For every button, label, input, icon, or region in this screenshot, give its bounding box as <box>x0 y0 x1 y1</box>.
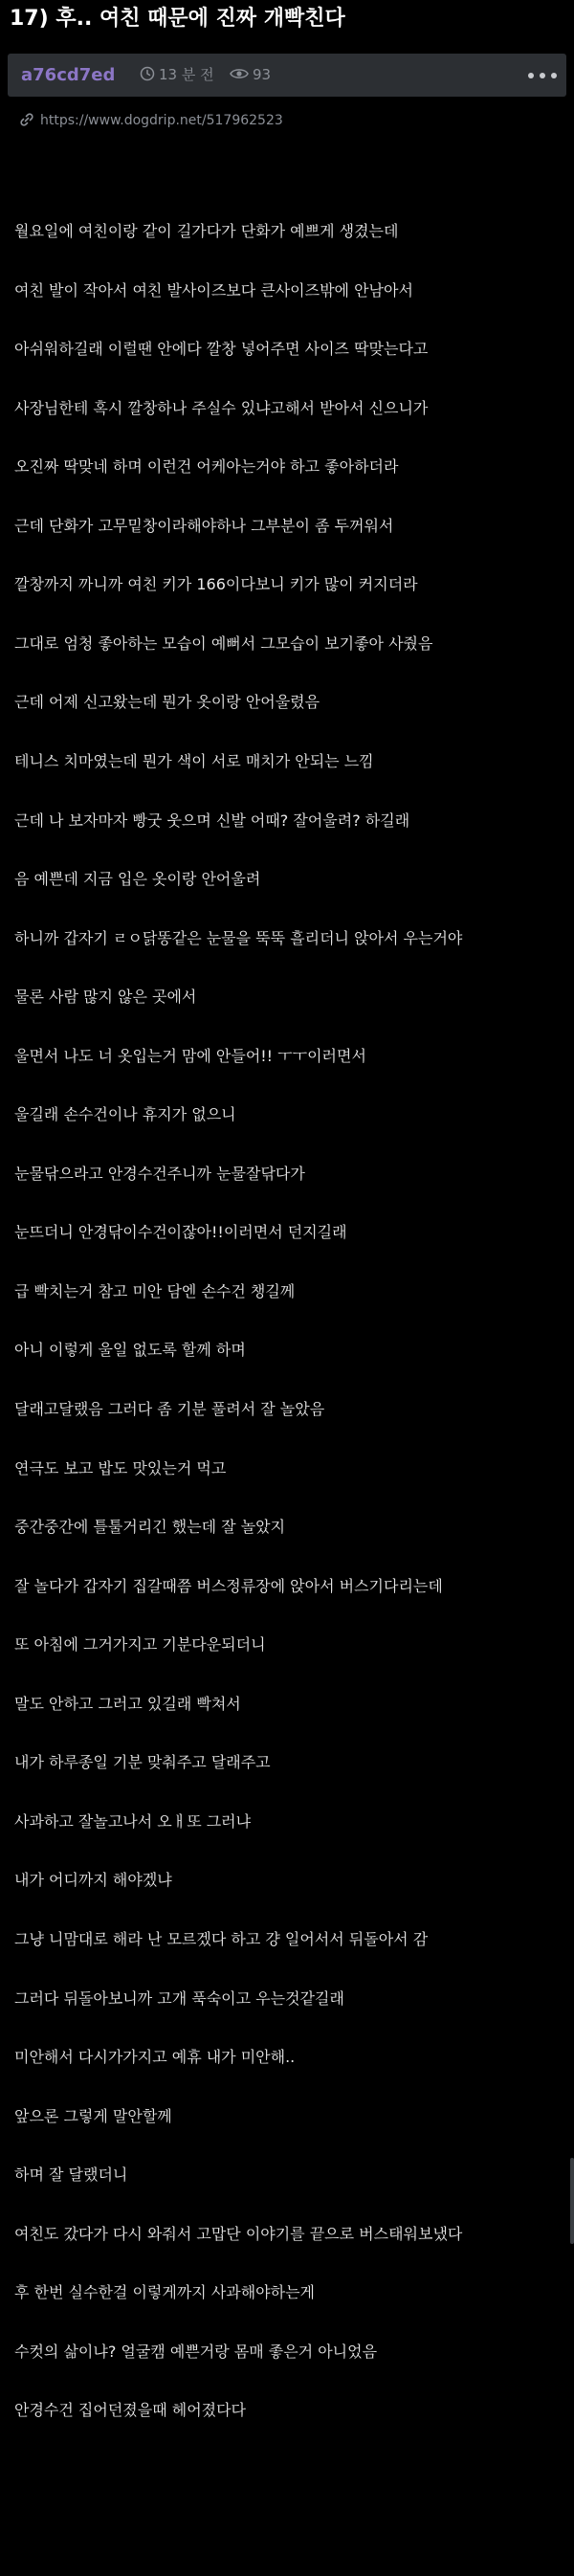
post-content-line: 사장님한테 혹시 깔창하나 주실수 있냐고해서 받아서 신으니가 <box>14 399 429 417</box>
post-content-line: 그냥 니맘대로 해라 난 모르겠다 하고 걍 일어서서 뒤돌아서 감 <box>14 1930 429 1948</box>
post-time-text: 13 분 전 <box>159 66 214 83</box>
post-content-line: 깔창까지 까니까 여친 키가 166이다보니 키가 많이 커지더라 <box>14 575 418 593</box>
post-content-line: 음 예쁜데 지금 입은 옷이랑 안어울려 <box>14 870 261 888</box>
post-content-line: 급 빡치는거 참고 미안 담엔 손수건 챙길께 <box>14 1282 296 1300</box>
post-content-line: 또 아침에 그거가지고 기분다운되더니 <box>14 1635 266 1654</box>
post-content-line: 미안해서 다시가가지고 예휴 내가 미안해.. <box>14 2048 296 2066</box>
clock-icon <box>140 66 155 81</box>
post-content-line: 월요일에 여친이랑 같이 길가다가 단화가 예쁘게 생겼는데 <box>14 222 399 240</box>
post-content-line: 물론 사람 많지 않은 곳에서 <box>14 988 197 1006</box>
post-time <box>140 54 214 97</box>
post-content-line: 안경수건 집어던졌을때 헤어졌다다 <box>14 2401 247 2419</box>
post-content-line: 중간중간에 틀툴거리긴 했는데 잘 놀았지 <box>14 1518 286 1536</box>
post-content-line: 내가 어디까지 해야겠냐 <box>14 1871 172 1889</box>
post-content-line: 그대로 엄청 좋아하는 모습이 예뻐서 그모습이 보기좋아 사줬음 <box>14 634 433 653</box>
scrollbar-thumb[interactable] <box>570 2158 574 2244</box>
post-content-line: 눈뜨더니 안경닦이수건이잖아!!이러면서 던지길래 <box>14 1223 347 1241</box>
link-icon <box>19 112 34 127</box>
post-content-line: 아쉬워하길래 이럴땐 안에다 깔창 넣어주면 사이즈 딱맞는다고 <box>14 340 429 358</box>
post-content-line: 근데 어제 신고왔는데 뭔가 옷이랑 안어울렸음 <box>14 693 320 711</box>
post-meta-bar <box>8 54 566 97</box>
post-content-line: 하며 잘 달랬더니 <box>14 2165 128 2184</box>
post-content-line: 여친도 갔다가 다시 와줘서 고맙단 이야기를 끝으로 버스태워보냈다 <box>14 2225 463 2243</box>
post-content-line: 울길래 손수건이나 휴지가 없으니 <box>14 1105 236 1123</box>
post-url-link[interactable]: https://www.dogdrip.net/517962523 <box>40 113 283 128</box>
post-content-line: 말도 안하고 그러고 있길래 빡쳐서 <box>14 1695 241 1713</box>
post-content-line: 그러다 뒤돌아보니까 고개 푹숙이고 우는것같길래 <box>14 1989 344 2008</box>
post-content-line: 내가 하루종일 기분 맞춰주고 달래주고 <box>14 1753 271 1771</box>
post-content-line: 달래고달랬음 그러다 좀 기분 풀려서 잘 놀았음 <box>14 1400 325 1418</box>
post-content-line: 아니 이렇게 울일 없도록 할께 하며 <box>14 1341 246 1359</box>
more-options-button[interactable] <box>528 61 557 89</box>
post-title: 17) 후.. 여친 때문에 진짜 개빡친다 <box>10 7 345 31</box>
post-content-line: 연극도 보고 밥도 맛있는거 먹고 <box>14 1459 227 1477</box>
post-content-line: 테니스 치마였는데 뭔가 색이 서로 매치가 안되는 느낌 <box>14 752 374 770</box>
post-content-line: 근데 나 보자마자 빵굿 웃으며 신발 어때? 잘어울려? 하길래 <box>14 811 410 830</box>
post-content-line: 앞으론 그렇게 말안할께 <box>14 2107 172 2125</box>
post-content-line: 눈물닦으라고 안경수건주니까 눈물잘닦다가 <box>14 1165 305 1183</box>
post-content-line: 수컷의 삶이냐? 얼굴캠 예쁜거랑 몸매 좋은거 아니었음 <box>14 2343 378 2361</box>
post-content-line: 잘 놀다가 갑자기 집갈때쯤 버스정류장에 앉아서 버스기다리는데 <box>14 1577 443 1595</box>
post-views <box>230 54 271 97</box>
post-content-line: 하니까 갑자기 ㄹㅇ닭똥같은 눈물을 뚝뚝 흘리더니 앉아서 우는거야 <box>14 929 463 947</box>
author-name[interactable]: a76cd7ed <box>21 65 116 85</box>
post-url-row <box>19 107 283 134</box>
post-views-count: 93 <box>253 66 272 83</box>
post-content-line: 근데 단화가 고무밑창이라해야하나 그부분이 좀 두꺼워서 <box>14 517 394 535</box>
post-content-line: 울면서 나도 너 옷입는거 맘에 안들어!! ㅜㅜ이러면서 <box>14 1047 366 1065</box>
post-content-line: 여친 발이 작아서 여친 발사이즈보다 큰사이즈밖에 안남아서 <box>14 281 413 300</box>
eye-icon <box>230 67 249 80</box>
post-content-line: 사과하고 잘놀고나서 오ㅐ또 그러냐 <box>14 1812 252 1831</box>
post-content-line: 오진짜 딱맞네 하며 이런건 어케아는거야 하고 좋아하더라 <box>14 457 399 476</box>
post-content-line: 후 한번 실수한걸 이렇게까지 사과해야하는게 <box>14 2283 316 2301</box>
